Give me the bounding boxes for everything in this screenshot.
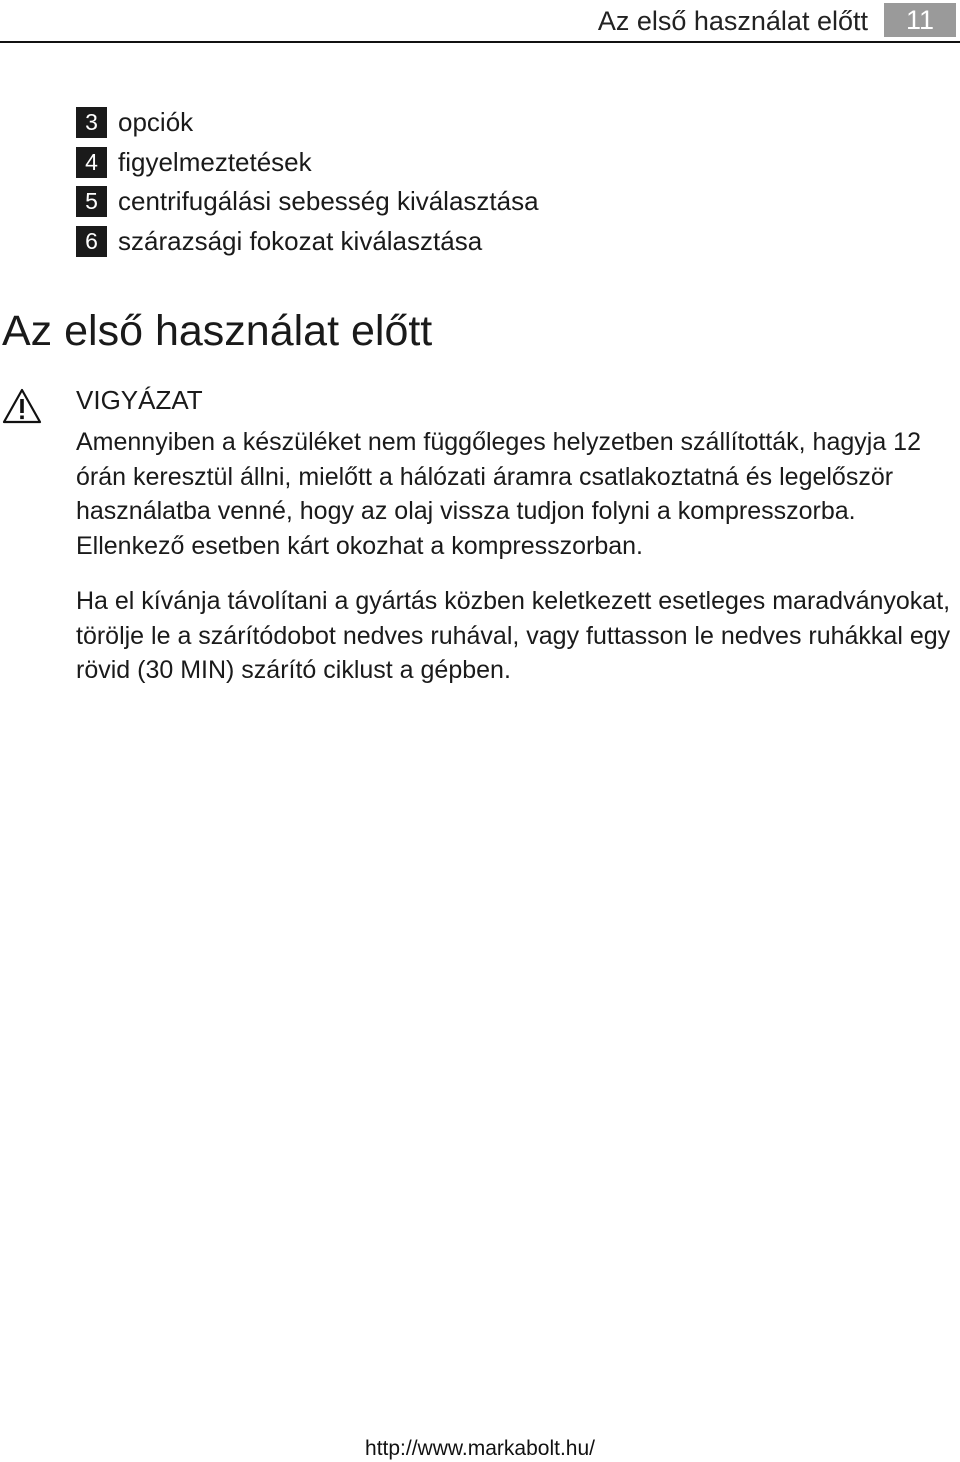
legend-label: szárazsági fokozat kiválasztása: [118, 225, 483, 256]
legend-number: 6: [76, 226, 107, 257]
legend-item: [76, 103, 539, 143]
legend-list: [76, 103, 539, 261]
footer-link[interactable]: http://www.markabolt.hu/: [365, 1437, 595, 1460]
legend-label: centrifugálási sebesség kiválasztása: [118, 186, 539, 217]
warning-title: VIGYÁZAT: [76, 385, 203, 415]
page-number: 11: [884, 3, 956, 37]
page-header: [0, 0, 960, 42]
section-title: Az első használat előtt: [2, 307, 433, 355]
legend-item: [76, 143, 539, 183]
warning-triangle-icon: [2, 388, 42, 424]
header-title: Az első használat előtt: [597, 6, 868, 36]
instruction-paragraph: Ha el kívánja távolítani a gyártás közben keletkezett esetleges maradványokat, törölje le a szárítódobot nedves ruhával, vagy futtasson le nedves ruhákkal egy rövid (30 MIN) szárító ciklust a gépben.: [76, 587, 951, 684]
legend-item: [76, 222, 539, 262]
legend-number: 4: [76, 147, 107, 178]
warning-paragraph: Amennyiben a készüléket nem függőleges helyzetben szállították, hagyja 12 órán keresztül állni, mielőtt a hálózati áramra csatlakoztatná és legelőször használatba venné, hogy az olaj vissza tudjon folyni a kompresszorba. Ellenkező esetben kárt okozhat a kompresszorban.: [76, 428, 921, 560]
legend-number: 3: [76, 107, 107, 138]
legend-item: [76, 182, 539, 222]
legend-label: figyelmeztetések: [118, 146, 312, 177]
legend-number: 5: [76, 186, 107, 217]
legend-label: opciók: [118, 107, 194, 138]
header-rule: [0, 41, 960, 43]
